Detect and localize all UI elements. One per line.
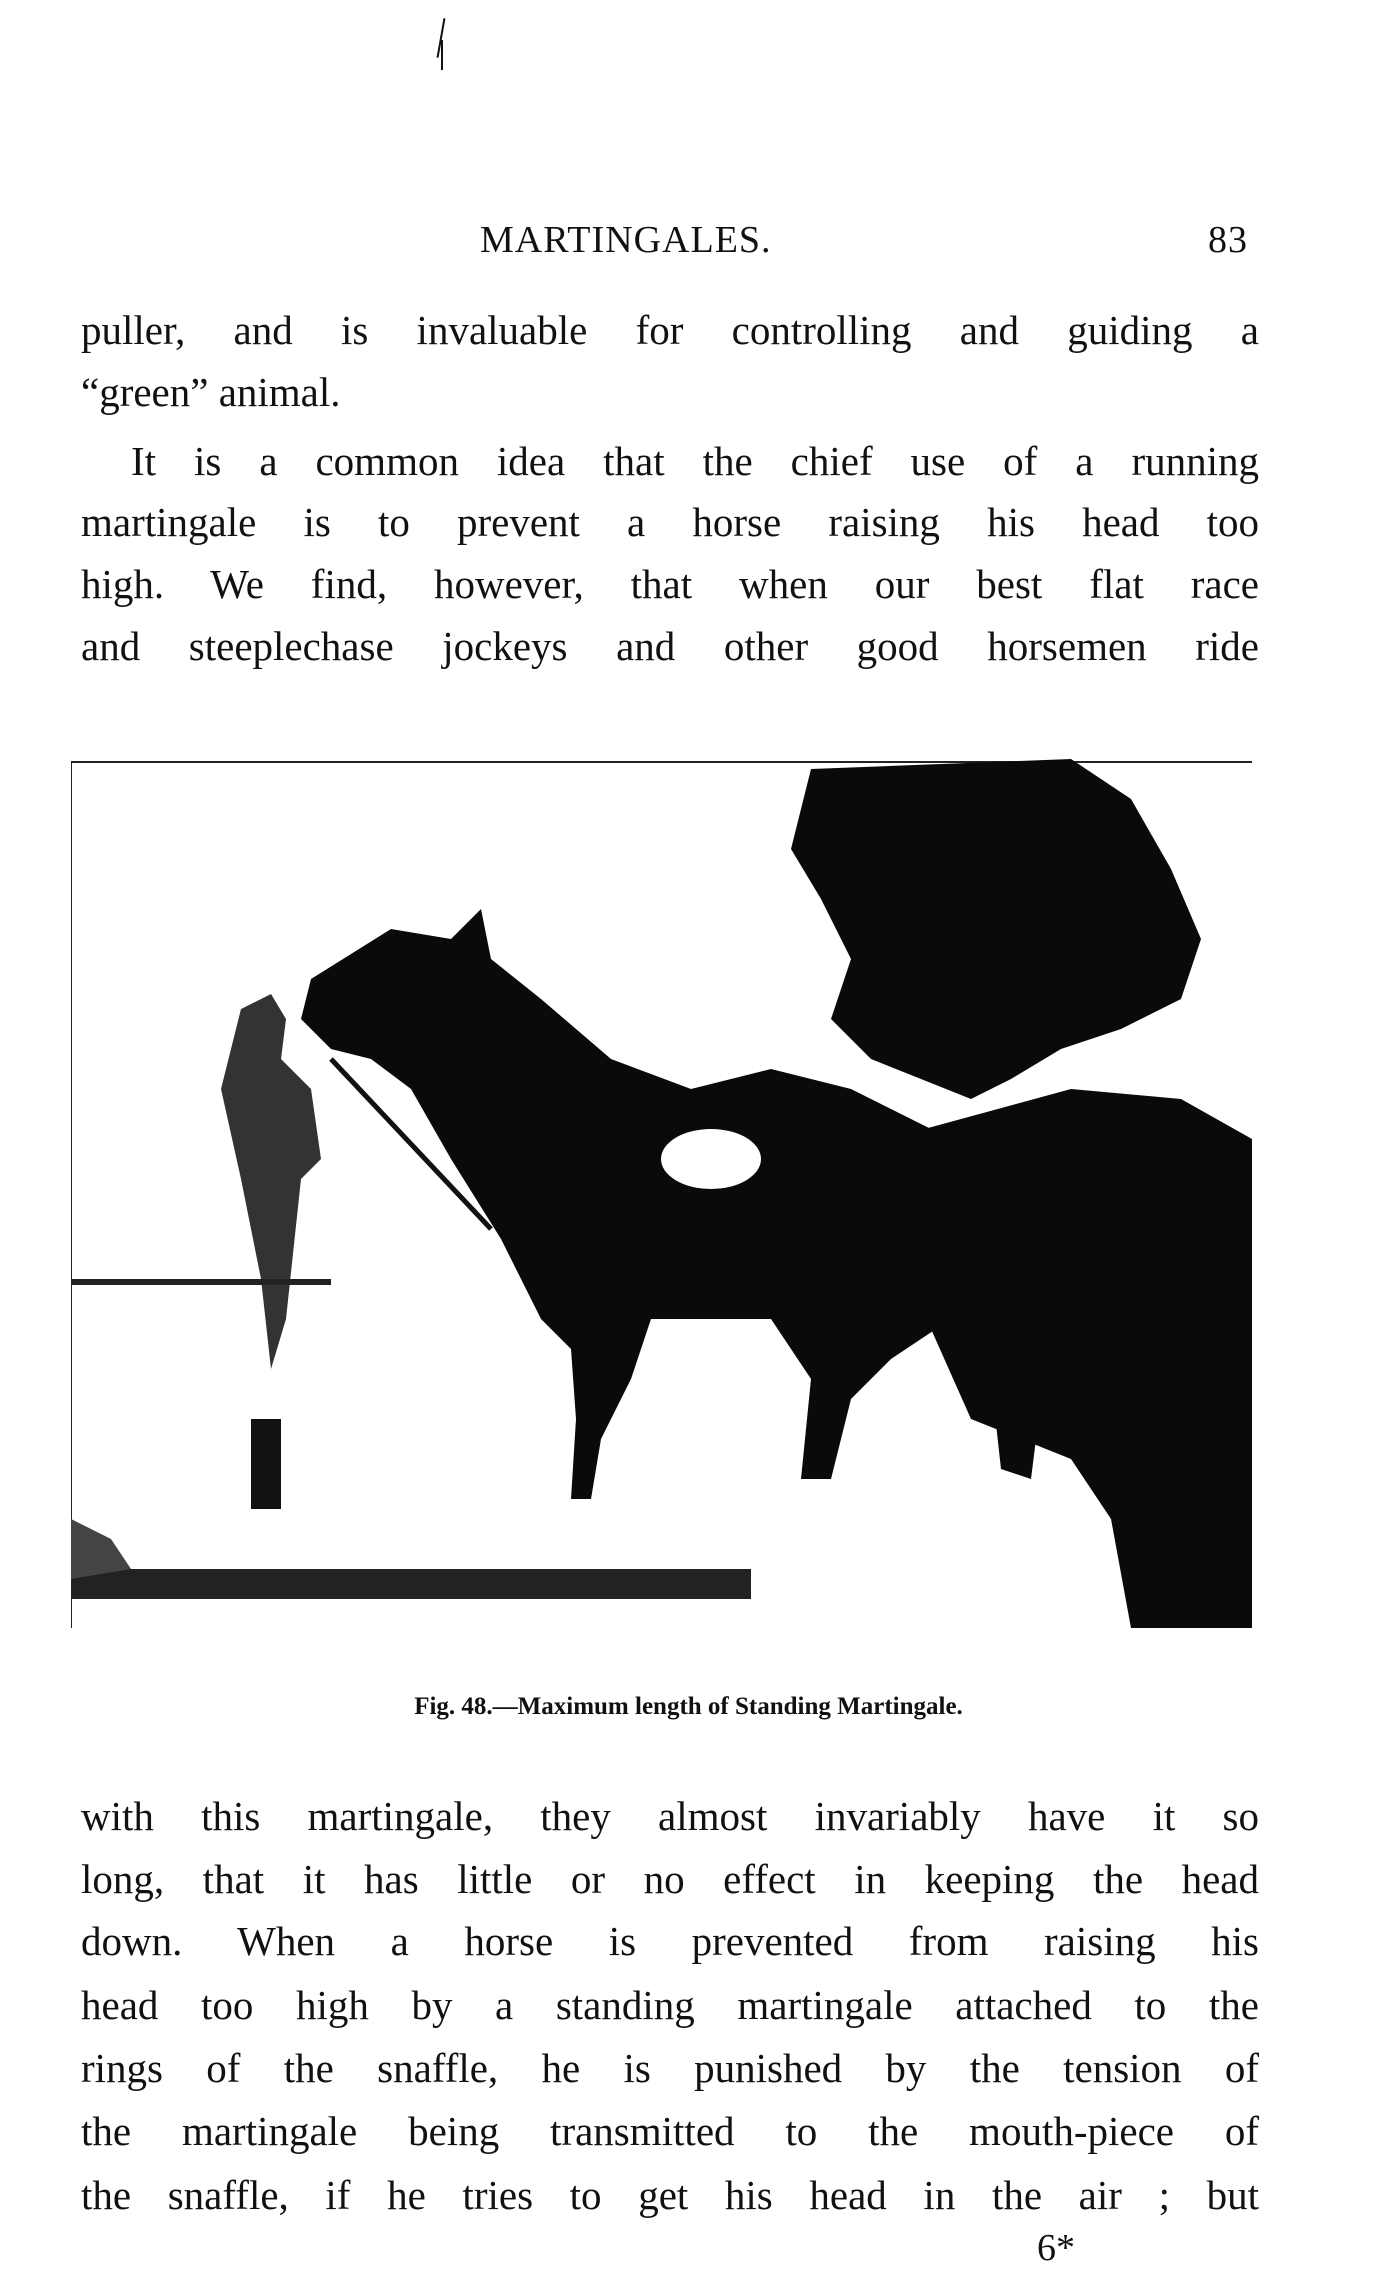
text-line: high. We find, however, that when our best flat race	[81, 561, 1259, 607]
text-line: the martingale being transmitted to the mouth-piece of	[81, 2108, 1259, 2154]
text-line: the snaffle, if he tries to get his head in the air ; but	[81, 2172, 1259, 2218]
text-line: rings of the snaffle, he is punished by the tension of	[81, 2045, 1259, 2091]
text-line: martingale is to prevent a horse raising his head too	[81, 499, 1259, 545]
figure-photo	[71, 759, 1252, 1628]
text-line: with this martingale, they almost invariably have it so	[81, 1793, 1259, 1839]
scan-mark	[441, 40, 443, 70]
signature-mark: 6*	[1037, 2227, 1075, 2269]
text-line: “green” animal.	[81, 369, 341, 415]
text-line: puller, and is invaluable for controlling and guiding a	[81, 307, 1259, 353]
figure-caption: Fig. 48.—Maximum length of Standing Martingale.	[414, 1693, 963, 1720]
horse-photo-illustration	[71, 759, 1252, 1628]
text-line: and steeplechase jockeys and other good horsemen ride	[81, 623, 1259, 669]
running-title: MARTINGALES.	[480, 219, 772, 261]
text-line: down. When a horse is prevented from raising his	[81, 1918, 1259, 1964]
text-line: long, that it has little or no effect in keeping the head	[81, 1856, 1259, 1902]
text-line: It is a common idea that the chief use of a running	[131, 438, 1259, 484]
text-line: head too high by a standing martingale attached to the	[81, 1982, 1259, 2028]
page-number: 83	[1208, 219, 1248, 261]
